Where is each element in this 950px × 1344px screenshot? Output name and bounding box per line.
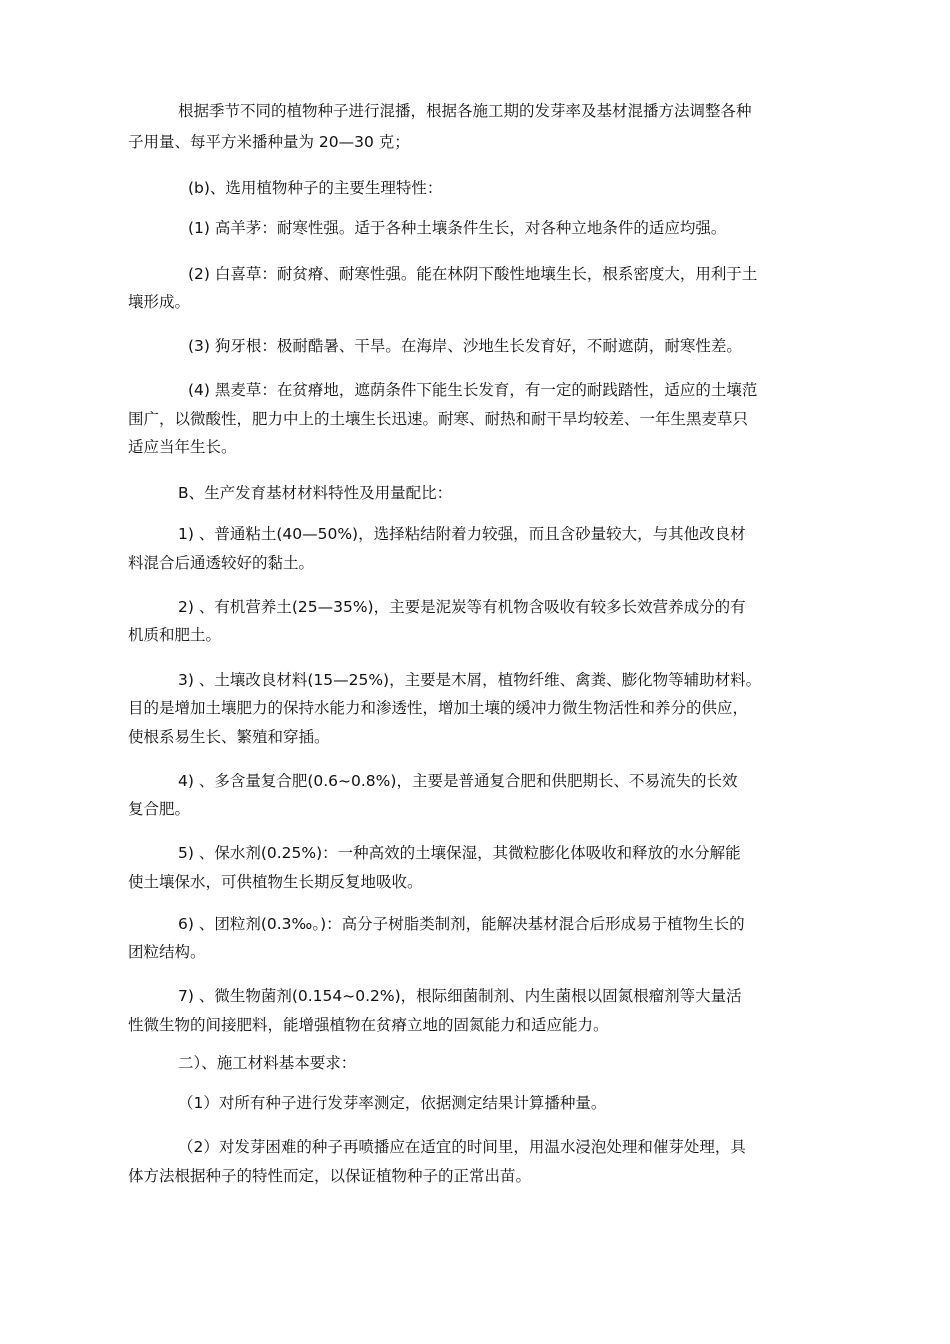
paragraph-4-line-2: 壤形成。 xyxy=(128,293,191,311)
paragraph-13-line-2: 团粒结构。 xyxy=(128,943,206,961)
paragraph-6-line-1: (4) 黑麦草：在贫瘠地，遮荫条件下能生长发育，有一定的耐践踏性，适应的土壤范 xyxy=(188,381,758,399)
paragraph-11-line-2: 复合肥。 xyxy=(128,800,191,818)
paragraph-9-line-2: 机质和肥土。 xyxy=(128,626,222,644)
paragraph-17-line-1: （2）对发芽困难的种子再喷播应在适宜的时间里，用温水浸泡处理和催芽处理，具 xyxy=(178,1138,746,1156)
paragraph-17-line-2: 体方法根据种子的特性而定，以保证植物种子的正常出苗。 xyxy=(128,1167,532,1185)
paragraph-8-line-2: 料混合后通透较好的黏土。 xyxy=(128,554,315,572)
paragraph-6-line-2: 围广，以微酸性，肥力中上的土壤生长迅速。耐寒、耐热和耐干旱均较差、一年生黑麦草只 xyxy=(128,410,749,428)
paragraph-7-line-1: B、生产发育基材材料特性及用量配比： xyxy=(178,484,453,502)
paragraph-1-line-1: 根据季节不同的植物种子进行混播，根据各施工期的发芽率及基材混播方法调整各种 xyxy=(178,102,752,120)
paragraph-3-line-1: (1) 高羊茅：耐寒性强。适于各种土壤条件生长，对各种立地条件的适应均强。 xyxy=(188,219,727,237)
paragraph-4-line-1: (2) 白喜草：耐贫瘠、耐寒性强。能在林阴下酸性地壤生长，根系密度大，用利于土 xyxy=(188,265,758,283)
paragraph-1-line-2: 子用量、每平方米播种量为 20—30 克； xyxy=(128,133,410,151)
paragraph-11-line-1: 4) 、多含量复合肥(0.6~0.8%)，主要是普通复合肥和供肥期长、不易流失的长效 xyxy=(178,772,738,790)
paragraph-9-line-1: 2) 、有机营养土(25—35%)，主要是泥炭等有机物含吸收有较多长效营养成分的有 xyxy=(178,598,746,616)
paragraph-10-line-3: 使根系易生长、繁殖和穿插。 xyxy=(128,728,330,746)
paragraph-12-line-2: 使土壤保水，可供植物生长期反复地吸收。 xyxy=(128,873,423,891)
paragraph-5-line-1: (3) 狗牙根：极耐酷暑、干旱。在海岸、沙地生长发育好，不耐遮荫，耐寒性差。 xyxy=(188,337,742,355)
paragraph-14-line-1: 7) 、微生物菌剂(0.154~0.2%)，根际细菌制剂、内生菌根以固氮根瘤剂等大量活 xyxy=(178,987,742,1005)
paragraph-10-line-2: 目的是增加土壤肥力的保持水能力和渗透性，增加土壤的缓冲力微生物活性和养分的供应， xyxy=(128,699,749,717)
paragraph-15-line-1: 二）、施工材料基本要求： xyxy=(178,1054,357,1072)
paragraph-6-line-3: 适应当年生长。 xyxy=(128,438,237,456)
paragraph-12-line-1: 5) 、保水剂(0.25%)：一种高效的土壤保湿，其微粒膨化体吸收和释放的水分解能 xyxy=(178,844,741,862)
paragraph-10-line-1: 3) 、土壤改良材料(15—25%)，主要是木屑，植物纤维、禽粪、膨化物等辅助材料。 xyxy=(178,671,762,689)
paragraph-2-line-1: (b)、选用植物种子的主要生理特性： xyxy=(188,179,443,197)
paragraph-13-line-1: 6) 、团粒剂(0.3‰。)：高分子树脂类制剂，能解决基材混合后形成易于植物生长的 xyxy=(178,915,745,933)
paragraph-14-line-2: 性微生物的间接肥料，能增强植物在贫瘠立地的固氮能力和适应能力。 xyxy=(128,1016,609,1034)
paragraph-16-line-1: （1）对所有种子进行发芽率测定，依据测定结果计算播种量。 xyxy=(178,1094,607,1112)
paragraph-8-line-1: 1) 、普通粘土(40—50%)，选择粘结附着力较强，而且含砂量较大，与其他改良材 xyxy=(178,525,746,543)
